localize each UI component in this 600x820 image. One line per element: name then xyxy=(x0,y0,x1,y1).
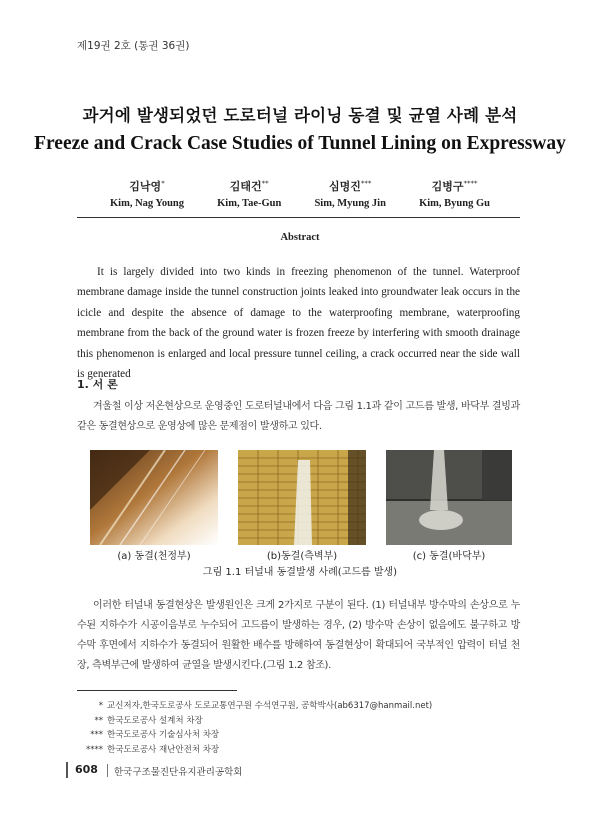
author-name-kr: 김낙영 xyxy=(129,180,162,193)
caption-b: (b)동결(측벽부) xyxy=(266,551,338,562)
author-mark: ** xyxy=(261,179,269,188)
photo-sidewall-freeze xyxy=(238,450,366,545)
footnote xyxy=(83,699,432,714)
caption-c: (c) 동결(바닥부) xyxy=(412,551,486,562)
footer-marker xyxy=(66,762,68,778)
footnote-divider xyxy=(77,690,237,691)
author-name-en: Kim, Nag Young xyxy=(110,198,184,209)
author-list xyxy=(110,178,490,209)
title-english: Freeze and Crack Case Studies of Tunnel Lining on Expressway xyxy=(34,133,566,154)
author-3 xyxy=(314,178,385,209)
section-heading: 1. 서 론 xyxy=(77,378,118,391)
title-divider xyxy=(77,217,520,218)
author-name-en: Sim, Myung Jin xyxy=(314,198,386,209)
footnote-text: 교신저자,한국도로공사 도로교통연구원 수석연구원, 공학박사(ab6317@hanmail.net) xyxy=(107,701,433,711)
abstract-body: It is largely divided into two kinds in freezing phenomenon of the tunnel. Waterproof membrane damage inside the tunnel construction joints leaked into groundwater leak occurs in the icicle and despite the absence of damage to the waterproofing membrane, waterproofing membrane from the back of the ground water is frozen freeze by interfering with smooth drainage this phenomenon is enlarged and local pressure tunnel ceiling, a crack occurred near the side wall is generated xyxy=(77,266,520,381)
author-2 xyxy=(217,178,281,209)
photo-ceiling-freeze xyxy=(90,450,218,545)
footnote-text: 한국도로공사 기술심사처 차장 xyxy=(107,730,220,740)
figure-title: 그림 1.1 터널내 동결발생 사례(고드름 발생) xyxy=(202,567,398,578)
body-paragraph-1: 겨울철 이상 저온현상으로 운영중인 도로터널내에서 다음 그림 1.1과 같이 고드름 발생, 바닥부 결빙과 같은 동결현상으로 운영상에 많은 문제점이 발생하고 있다. xyxy=(77,401,520,432)
author-mark: **** xyxy=(463,179,478,188)
footnotes xyxy=(83,699,432,757)
journal-name: 한국구조물진단유지관리공학회 xyxy=(114,767,243,778)
author-1 xyxy=(110,178,184,209)
footnote-mark: * xyxy=(98,701,103,711)
author-mark: * xyxy=(161,179,165,188)
footnote-mark: *** xyxy=(90,730,103,740)
footnote xyxy=(83,743,432,758)
page-number: 608 xyxy=(75,763,98,776)
footer-divider xyxy=(107,764,108,777)
photo-floor-freeze xyxy=(386,450,512,545)
body-paragraph-2: 이러한 터널내 동결현상은 발생원인은 크게 2가지로 구분이 된다. (1) 터널내부 방수막의 손상으로 누수된 지하수가 시공이음부로 누수되어 고드름이 발생하는 경우, (2) 방수막 손상이 없음에도 불구하고 방수막 후면에서 지하수가 동결되어 원활한 배수를 방해하여 동결현상이 확대되어 국부적인 압력이 터널 천장, 측벽부근에 발생하여 균열을 발생시킨다.(그림 1.2 참조). xyxy=(77,600,520,671)
author-name-en: Kim, Byung Gu xyxy=(419,198,490,209)
author-name-kr: 김병구 xyxy=(431,180,464,193)
author-name-kr: 심명진 xyxy=(329,180,361,193)
abstract-heading: Abstract xyxy=(280,232,320,243)
author-4 xyxy=(419,178,490,209)
footnote-text: 한국도로공사 재난안전처 차장 xyxy=(107,744,220,755)
footnote xyxy=(83,728,432,743)
title-korean: 과거에 발생되었던 도로터널 라이닝 동결 및 균열 사례 분석 xyxy=(82,106,518,125)
caption-a: (a) 동결(천정부) xyxy=(117,551,191,562)
author-mark: *** xyxy=(360,179,372,188)
footnote-mark: **** xyxy=(86,744,103,755)
author-name-kr: 김태건 xyxy=(229,180,262,193)
footnote xyxy=(83,714,432,729)
footnote-mark: ** xyxy=(94,715,103,726)
author-name-en: Kim, Tae-Gun xyxy=(217,198,282,209)
footnote-text: 한국도로공사 설계처 차장 xyxy=(107,715,203,726)
journal-issue: 제19권 2호 (통권 36권) xyxy=(77,40,190,52)
